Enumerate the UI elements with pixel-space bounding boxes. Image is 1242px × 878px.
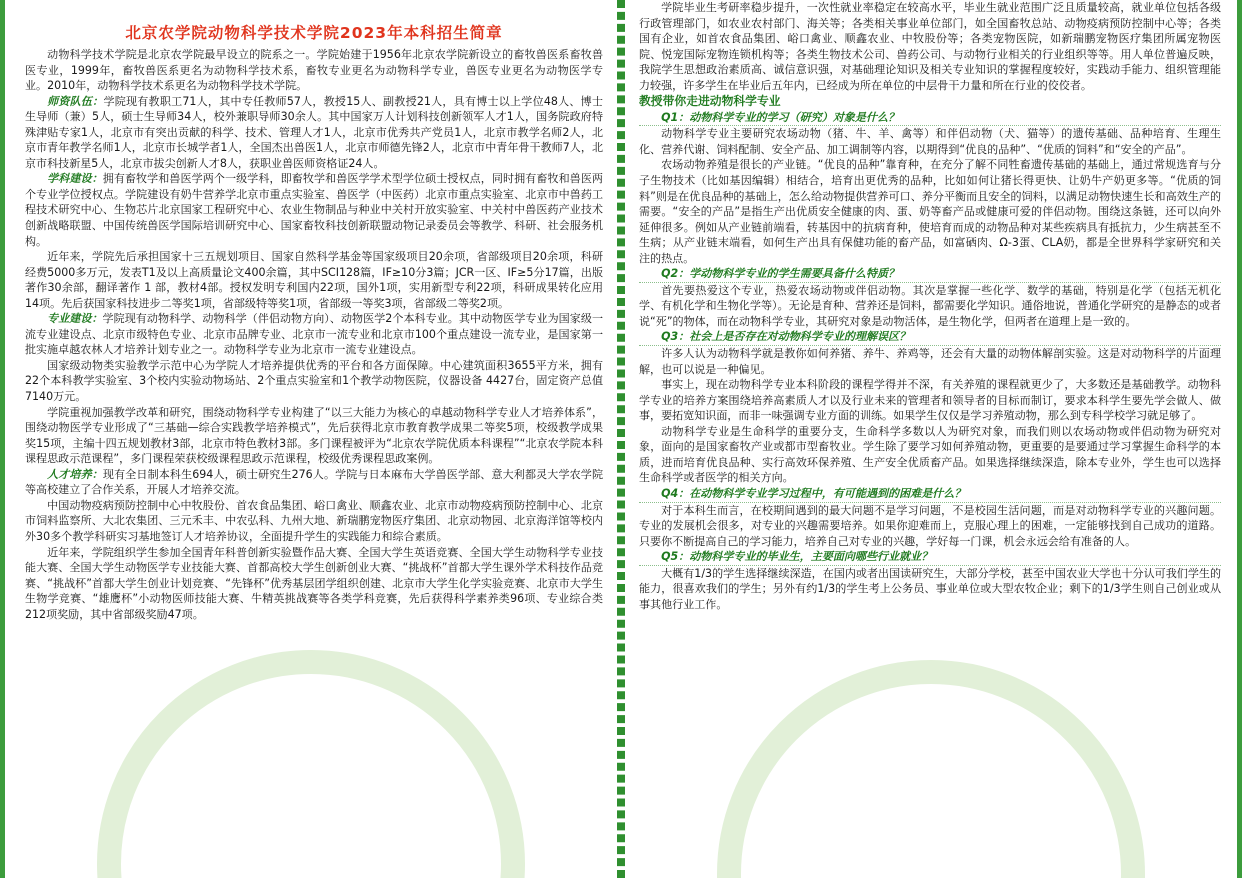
answer-1-paragraph-2: 农场动物养殖是很长的产业链。“优良的品种”靠育种，在充分了解不同牲畜遗传基础的基础上，通过常规选育与分子生物技术（比如基因编辑）相结合，培育出更优秀的品种，比如如何让猪长得更快、让奶牛产奶更多等。“优质的饲料”则是在优良品种的基础上，怎么给动物提供营养可口、养分平衡而且安全的饲料，以满足动物快速生长和高效生产的需要。“安全的产品”是指生产出优质安全健康的肉、蛋、奶等畜产品或健康可爱的伴侣动物。围绕这条链，还可以向外延伸很多。例如从产业链前端看，转基因中的抗病育种，使培育而成的动物品种对某些疾病具有抵抗力，少生病甚至不生病；从产业链末端看，如何生产出具有保健功能的畜产品，如富硒肉、Ω-3蛋、CLA奶，都是全世界科学家研究和关注的热点。: [639, 158, 1221, 265]
faculty-text: 学院现有教职工71人，其中专任教师57人，教授15人、副教授21人，具有博士以上学位48人、博士生导师（兼）5人，硕士生导师34人，校外兼职导师30余人。其中国家万人计划科技创新领军人才1人，国务院政府特殊津贴专家1人，北京市有突出贡献的科学、技术、管理人才1人，北京市优秀共产党员1人，北京市教学名师2人，北京市青年教学名师1人，北京市长城学者1人，全国杰出兽医1人，北京市师德先锋2人，北京市中青年骨干教师7人，北京市科技新星5人，北京市拔尖创新人才8人，获职业兽医师资格证24人。: [25, 94, 603, 170]
answer-3-paragraph-1: 许多人认为动物科学就是教你如何养猪、养牛、养鸡等，还会有大量的动物体解剖实验。这是对动物科学的片面理解，也可以说是一种偏见。: [639, 347, 1221, 376]
major-text: 学院现有动物科学、动物科学（伴侣动物方向）、动物医学2个本科专业。其中动物医学专业为国家级一流专业建设点、北京市级特色专业、北京市品牌专业、北京市一流专业和北京市100个重点建设一流专业，是国家第一批实施卓越农林人才培养计划专业之一。动物科学专业为北京市一流专业建设点。: [25, 312, 603, 357]
page-title: 北京农学院动物科学技术学院2023年本科招生简章: [125, 24, 503, 42]
discipline-text: 拥有畜牧学和兽医学两个一级学科，即畜牧学和兽医学学术型学位硕士授权点，同时拥有畜牧和兽医两个专业学位授权点。学院建设有奶牛营养学北京市重点实验室、兽医学（中医药）北京市重点实验室、北京市中兽药工程技术研究中心、生物芯片北京国家工程研究中心、农业生物制品与种业中关村开放实验室、中关村中兽医药产业技术创新战略联盟、中国传统兽医学国际培训研究中心、国家畜牧科技创新联盟动物记录委员会等教学、科研、社会服务机构。: [25, 172, 603, 248]
answer-4-paragraph: 对于本科生而言，在校期间遇到的最大问题不是学习问题，不是校园生活问题，而是对动物科学专业的兴趣问题。专业的发展机会很多，对专业的兴趣需要培养。如果你迎难而上，克服心理上的困难，一定能够找到自己成功的道路。只要你不断提高自己的学习能力，培养自己对专业的兴趣，学好每一门课，机会永远会给有准备的人。: [639, 503, 1221, 548]
faculty-paragraph: [25, 94, 603, 172]
college-seal-watermark: [97, 650, 525, 878]
major-heading: 专业建设：: [47, 312, 103, 326]
talent-heading: 人才培养：: [47, 467, 103, 481]
question-1: Q1：动物科学专业的学习（研究）对象是什么？: [639, 110, 1221, 127]
faculty-heading: 师资队伍：: [47, 94, 104, 108]
major-paragraph: [25, 311, 603, 358]
right-page-content: [625, 0, 1237, 612]
intro-paragraph: 动物科学技术学院是北京农学院最早设立的院系之一。学院始建于1956年北京农学院新设立的畜牧兽医系畜牧兽医专业，1999年，畜牧兽医系更名为动物科学技术系，畜牧专业更名为动物科学专业，兽医专业更名为动物医学专业。2010年，动物科学技术系更名为动物科学技术学院。: [25, 48, 603, 93]
answer-3-paragraph-3: 动物科学专业是生命科学的重要分支，生命科学多数以人为研究对象，而我们则以农场动物或伴侣动物为研究对象，面向的是国家畜牧产业或都市型畜牧业。学生除了要学习如何养殖动物，更重要的是要通过学习掌握生命科学的本质，进而培育优良品种、实行高效环保养殖、生产安全优质畜产品。如果选择继续深造，除本专业外，学生也可以选择生命科学或者医学的相关方向。: [639, 424, 1221, 485]
discipline-heading: 学科建设：: [47, 172, 103, 186]
college-seal-watermark-right: [717, 660, 1145, 878]
teaching-paragraph: 学院重视加强教学改革和研究，围绕动物科学专业构建了“以三大能力为核心的卓越动物科学专业人才培养体系”，围绕动物医学专业形成了“三基础—综合实践教学培养模式”，先后获得北京市教育教学成果二等奖5项，校级教学成果奖15项，主编十四五规划教材3部，北京市特色教材3部。多门课程被评为“北京农学院优质本科课程”“北京农学院本科课程思政示范课程”，多门课程荣获校级课程思政示范课程，校级优秀课程思政案例。: [25, 405, 603, 466]
left-page-content: [5, 0, 617, 622]
question-3: Q3：社会上是否存在对动物科学专业的理解误区？: [639, 329, 1221, 346]
discipline-paragraph: [25, 171, 603, 249]
answer-1-paragraph-1: 动物科学专业主要研究农场动物（猪、牛、羊、禽等）和伴侣动物（犬、猫等）的遗传基础、品种培育、生理生化、营养代谢、饲料配制、安全产品、加工调制等内容，以期得到“优良的品种”、“优质的饲料”和“安全的产品”。: [639, 127, 1221, 156]
answer-2-paragraph: 首先要热爱这个专业，热爱农场动物或伴侣动物。其次是掌握一些化学、数学的基础，特别是化学（包括无机化学、有机化学和生物化学等）。无论是育种、营养还是饲料，都需要化学知识。通俗地说，普通化学研究的是静态的或者说“死”的物体，而在动物科学专业，其研究对象是动物活体，是生物化学，但两者在道理上是一致的。: [639, 283, 1221, 328]
section-title: 教授带你走进动物科学专业: [639, 94, 781, 109]
base-paragraph: 中国动物疫病预防控制中心中牧股份、首农食品集团、峪口禽业、顺鑫农业、北京市动物疫病预防控制中心、北京市饲料监察所、大北农集团、三元禾丰、中农弘科、九州大地、新瑞鹏宠物医疗集团、北京动物园、北京海洋馆等校内外30多个教学科研实习基地签订人才培养协议，全面提升学生的实践能力和综合素质。: [25, 498, 603, 543]
answer-5-paragraph: 大概有1/3的学生选择继续深造，在国内或者出国读研究生，大部分学校，甚至中国农业大学也十分认可我们学生的能力，很喜欢我们的学生；另外有约1/3的学生考上公务员、事业单位或大型农牧企业；剩下的1/3学生则自己创业或从事其他行业工作。: [639, 566, 1221, 611]
center-paragraph: 国家级动物类实验教学示范中心为学院人才培养提供优秀的平台和各方面保障。中心建筑面积3655平方米，拥有22个本科教学实验室、3个校内实验动物场站、2个重点实验室和1个教学动物医院，仪器设备 4427台，固定资产总值 7140万元。: [25, 358, 603, 404]
question-4: Q4：在动物科学专业学习过程中，有可能遇到的困难是什么？: [639, 486, 1221, 503]
question-2: Q2：学动物科学专业的学生需要具备什么特质？: [639, 266, 1221, 283]
right-page: [621, 0, 1242, 878]
contest-paragraph: 近年来，学院组织学生参加全国青年科普创新实验暨作品大赛、全国大学生英语竞赛、全国大学生动物科学专业技能大赛、全国大学生动物医学专业技能大赛、首都高校大学生创新创业大赛、“挑战杯”首都大学生课外学术科技作品竞赛、“挑战杯”首都大学生创业计划竞赛、“先锋杯”优秀基层团学组织创建、北京市大学生化学实验竞赛、北京市大学生生物学竞赛、“雄鹰杯”小动物医师技能大赛、牛精英挑战赛等各类学科竞赛，先后获得科学素养类96项、专业综合类212项奖励，其中省部级奖励47项。: [25, 545, 603, 621]
research-paragraph: 近年来，学院先后承担国家十三五规划项目、国家自然科学基金等国家级项目20余项，省部级项目20余项，科研经费5000多万元，发表T1及以上高质量论文400余篇，其中SCI128篇，IF≥10分3篇；JCR一区、IF≥5分17篇，出版著作30余部，翻译著作 1 部，教材4部。授权发明专利国内22项，国外1项，实用新型专利22项，科研成果转化应用14项。先后获国家科技进步二等奖1项，省部级特等奖1项，省部级一等奖3项，省部级二等奖2项。: [25, 250, 603, 310]
answer-3-paragraph-2: 事实上，现在动物科学专业本科阶段的课程学得并不深，有关养殖的课程就更少了，大多数还是基础教学。动物科学专业的培养方案围绕培养高素质人才以及行业未来的管理者和领导者的目标而制订，要求本科学生要先学会做人、做事，要拓宽知识面，而非一味强调专业方面的训练。如果学生仅仅是学习养殖动物，那么到专科学校学习就足够了。: [639, 378, 1221, 423]
employment-paragraph: 学院毕业生考研率稳步提升，一次性就业率稳定在较高水平，毕业生就业范围广泛且质量较高，就业单位包括各级行政管理部门，如农业农村部门、海关等；各类相关事业单位部门，如全国畜牧总站、动物疫病预防控制中心等；各类国有企业，如首农食品集团、峪口禽业、顺鑫农业、中牧股份等；各类宠物医院，如新瑞鹏宠物医疗集团所属宠物医院、悦宠国际宠物连锁机构等；各类生物技术公司、兽药公司、与动物行业相关的行业组织等等。用人单位普遍反映，我院学生思想政治素质高、诚信意识强，对基础理论知识及相关专业知识的掌握程度较好，实践动手能力、组织管理能力较强，许多学生在毕业后五年内，已经成为所在单位的中层骨干力量和所在行业的佼佼者。: [639, 1, 1221, 92]
talent-text: 现有全日制本科生694人，硕士研究生276人。学院与日本麻布大学兽医学部、意大利都灵大学农学院等高校建立了合作关系，开展人才培养交流。: [25, 467, 603, 497]
talent-paragraph: [25, 467, 603, 498]
question-5: Q5：动物科学专业的毕业生，主要面向哪些行业就业？: [639, 549, 1221, 566]
